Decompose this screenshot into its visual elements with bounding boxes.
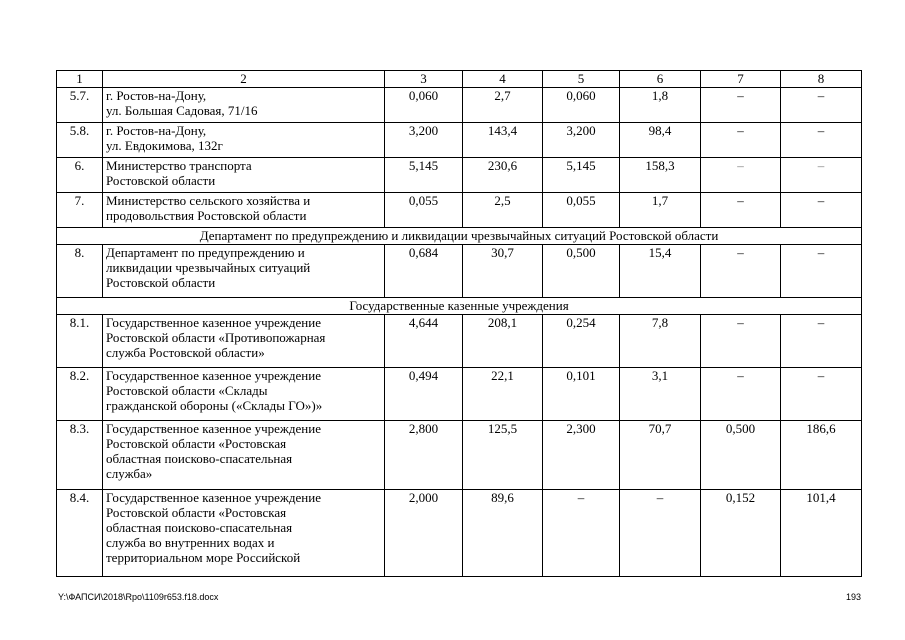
name-cell: Министерство транспорта Ростовской области: [103, 158, 385, 193]
table-row: [57, 88, 862, 123]
value-cell: 15,4: [620, 245, 701, 298]
row-number-cell: 7.: [57, 193, 103, 228]
value-cell: 0,060: [543, 88, 620, 123]
name-cell: Государственное казенное учреждение Ростовской области «Противопожарная служба Ростовской области»: [103, 315, 385, 368]
row-number-cell: 5.7.: [57, 88, 103, 123]
value-cell: –: [781, 123, 862, 158]
value-cell: 0,500: [701, 421, 781, 490]
value-cell: 208,1: [463, 315, 543, 368]
value-cell: –: [701, 193, 781, 228]
value-cell: 98,4: [620, 123, 701, 158]
value-cell: 3,200: [385, 123, 463, 158]
row-number-cell: 8.: [57, 245, 103, 298]
name-cell: Государственное казенное учреждение Ростовской области «Ростовская областная поисково-спасательная служба»: [103, 421, 385, 490]
value-cell: –: [701, 368, 781, 421]
section-title: Государственные казенные учреждения: [57, 298, 862, 315]
value-cell: –: [781, 315, 862, 368]
value-cell: –: [781, 193, 862, 228]
value-cell: 101,4: [781, 490, 862, 577]
value-cell: 0,101: [543, 368, 620, 421]
section-title: Департамент по предупреждению и ликвидации чрезвычайных ситуаций Ростовской области: [57, 228, 862, 245]
value-cell: –: [701, 123, 781, 158]
table-row: [57, 158, 862, 193]
value-cell: 2,5: [463, 193, 543, 228]
value-cell: 0,254: [543, 315, 620, 368]
value-cell: 5,145: [385, 158, 463, 193]
value-cell: –: [701, 245, 781, 298]
name-cell: г. Ростов-на-Дону, ул. Большая Садовая, 71/16: [103, 88, 385, 123]
value-cell: 0,060: [385, 88, 463, 123]
name-cell: Министерство сельского хозяйства и продовольствия Ростовской области: [103, 193, 385, 228]
value-cell: 89,6: [463, 490, 543, 577]
column-header: 4: [463, 71, 543, 88]
name-cell: Государственное казенное учреждение Ростовской области «Склады гражданской обороны («Склады ГО»)»: [103, 368, 385, 421]
value-cell: 0,494: [385, 368, 463, 421]
table-row: [57, 245, 862, 298]
value-cell: 2,7: [463, 88, 543, 123]
row-number-cell: 8.2.: [57, 368, 103, 421]
column-header: 6: [620, 71, 701, 88]
table-row: [57, 315, 862, 368]
value-cell: 0,152: [701, 490, 781, 577]
value-cell: 1,8: [620, 88, 701, 123]
value-cell: 1,7: [620, 193, 701, 228]
value-cell: 70,7: [620, 421, 701, 490]
value-cell: 0,684: [385, 245, 463, 298]
table-header-row: [57, 71, 862, 88]
table-row: [57, 490, 862, 577]
value-cell: –: [620, 490, 701, 577]
value-cell: 3,1: [620, 368, 701, 421]
value-cell: 2,300: [543, 421, 620, 490]
value-cell: –: [701, 158, 781, 193]
table-row: [57, 123, 862, 158]
value-cell: –: [701, 315, 781, 368]
value-cell: 143,4: [463, 123, 543, 158]
value-cell: 186,6: [781, 421, 862, 490]
value-cell: 3,200: [543, 123, 620, 158]
section-header-row: [57, 228, 862, 245]
column-header: 5: [543, 71, 620, 88]
row-number-cell: 8.3.: [57, 421, 103, 490]
footer-file-path: Y:\ФАПСИ\2018\Rpo\1109r653.f18.docx: [58, 592, 219, 602]
name-cell: г. Ростов-на-Дону, ул. Евдокимова, 132г: [103, 123, 385, 158]
value-cell: 2,000: [385, 490, 463, 577]
row-number-cell: 6.: [57, 158, 103, 193]
value-cell: –: [543, 490, 620, 577]
column-header: 3: [385, 71, 463, 88]
value-cell: 2,800: [385, 421, 463, 490]
value-cell: 158,3: [620, 158, 701, 193]
value-cell: 7,8: [620, 315, 701, 368]
name-cell: Государственное казенное учреждение Ростовской области «Ростовская областная поисково-спасательная служба во внутренних водах и территориальном море Российской: [103, 490, 385, 577]
column-header: 2: [103, 71, 385, 88]
row-number-cell: 8.1.: [57, 315, 103, 368]
value-cell: –: [781, 88, 862, 123]
value-cell: –: [781, 158, 862, 193]
value-cell: –: [701, 88, 781, 123]
value-cell: –: [781, 245, 862, 298]
row-number-cell: 8.4.: [57, 490, 103, 577]
value-cell: 0,055: [385, 193, 463, 228]
section-header-row: [57, 298, 862, 315]
page-number: 193: [846, 592, 862, 602]
table-body: [57, 71, 862, 577]
value-cell: 4,644: [385, 315, 463, 368]
value-cell: 5,145: [543, 158, 620, 193]
value-cell: 0,500: [543, 245, 620, 298]
table-row: [57, 193, 862, 228]
value-cell: 230,6: [463, 158, 543, 193]
name-cell: Департамент по предупреждению и ликвидации чрезвычайных ситуаций Ростовской области: [103, 245, 385, 298]
data-table: [56, 70, 862, 577]
value-cell: –: [781, 368, 862, 421]
value-cell: 30,7: [463, 245, 543, 298]
value-cell: 0,055: [543, 193, 620, 228]
column-header: 1: [57, 71, 103, 88]
value-cell: 22,1: [463, 368, 543, 421]
value-cell: 125,5: [463, 421, 543, 490]
table-row: [57, 421, 862, 490]
row-number-cell: 5.8.: [57, 123, 103, 158]
column-header: 7: [701, 71, 781, 88]
table-row: [57, 368, 862, 421]
column-header: 8: [781, 71, 862, 88]
